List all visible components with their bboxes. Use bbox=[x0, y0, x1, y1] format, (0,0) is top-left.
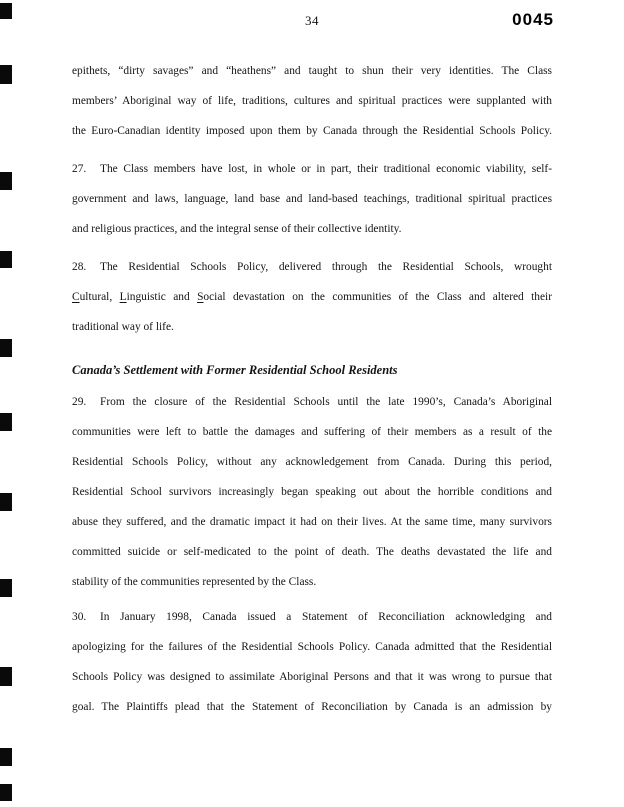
paragraph-number: 29. bbox=[72, 396, 87, 408]
underlined-letter: S bbox=[197, 291, 204, 303]
paragraph-number: 30. bbox=[72, 611, 87, 623]
underlined-letter: C bbox=[72, 291, 80, 303]
paragraph-30 bbox=[72, 602, 552, 722]
scan-mark bbox=[0, 65, 12, 84]
text-line: goal. The Plaintiffs plead that the Statement of Reconciliation by Canada is an admission by bbox=[72, 701, 552, 713]
text-segment: ocial devastation on the communities of the Class and altered their bbox=[203, 291, 552, 303]
bates-number: 0045 bbox=[512, 10, 554, 29]
text-line: members’ Aboriginal way of life, traditions, cultures and spiritual practices were supplanted with bbox=[72, 95, 552, 107]
text-line: abuse they suffered, and the dramatic impact it had on their lives. At the same time, many survivors bbox=[72, 516, 552, 528]
paragraph-number: 27. bbox=[72, 163, 87, 175]
text-line bbox=[72, 282, 552, 312]
text-line: and religious practices, and the integral sense of their collective identity. bbox=[72, 223, 402, 235]
page-number: 34 bbox=[305, 13, 319, 28]
text-line: traditional way of life. bbox=[72, 321, 174, 333]
scan-mark bbox=[0, 748, 12, 766]
text-line: government and laws, language, land base and land-based teachings, traditional spiritual practices bbox=[72, 193, 552, 205]
text-line: stability of the communities represented by the Class. bbox=[72, 576, 317, 588]
paragraph-29 bbox=[72, 387, 552, 597]
text-segment: From the closure of the Residential Schools until the late 1990’s, Canada’s Aboriginal bbox=[100, 396, 552, 408]
text-line bbox=[72, 602, 552, 632]
paragraph-number: 28. bbox=[72, 261, 87, 273]
text-segment: inguistic and bbox=[126, 291, 198, 303]
text-segment: ultural, bbox=[79, 291, 120, 303]
text-line: the Euro-Canadian identity imposed upon them by Canada through the Residential Schools Policy. bbox=[72, 125, 552, 137]
text-line: communities were left to battle the damages and suffering of their members as a result of the bbox=[72, 426, 552, 438]
scan-mark bbox=[0, 251, 12, 268]
text-line: Schools Policy was designed to assimilate Aboriginal Persons and that it was wrong to pursue that bbox=[72, 671, 552, 683]
continuation-paragraph bbox=[72, 56, 552, 146]
text-line: Residential School survivors increasingly began speaking out about the horrible conditions and bbox=[72, 486, 552, 498]
text-line bbox=[72, 387, 552, 417]
text-segment: In January 1998, Canada issued a Statement of Reconciliation acknowledging and bbox=[100, 611, 552, 623]
paragraph-27 bbox=[72, 154, 552, 244]
scan-mark bbox=[0, 784, 12, 801]
text-line bbox=[72, 252, 552, 282]
text-line bbox=[72, 154, 552, 184]
document-body bbox=[72, 56, 552, 722]
scan-mark bbox=[0, 667, 12, 686]
text-segment: The Class members have lost, in whole or in part, their traditional economic viability, self- bbox=[100, 163, 552, 175]
scan-mark bbox=[0, 493, 12, 511]
text-line: Residential Schools Policy, without any acknowledgement from Canada. During this period, bbox=[72, 456, 552, 468]
underlined-letter: L bbox=[119, 291, 127, 303]
text-segment: The Residential Schools Policy, delivered through the Residential Schools, wrought bbox=[100, 261, 552, 273]
text-line: epithets, “dirty savages” and “heathens” and taught to shun their very identities. The Class bbox=[72, 65, 552, 77]
scan-mark bbox=[0, 172, 12, 190]
scan-mark bbox=[0, 413, 12, 431]
scan-mark bbox=[0, 339, 12, 357]
text-line: apologizing for the failures of the Residential Schools Policy. Canada admitted that the Residential bbox=[72, 641, 552, 653]
text-line: committed suicide or self-medicated to the point of death. The deaths devastated the life and bbox=[72, 546, 552, 558]
section-heading: Canada’s Settlement with Former Residential School Residents bbox=[72, 363, 398, 377]
scan-mark bbox=[0, 579, 12, 597]
paragraph-28 bbox=[72, 252, 552, 342]
